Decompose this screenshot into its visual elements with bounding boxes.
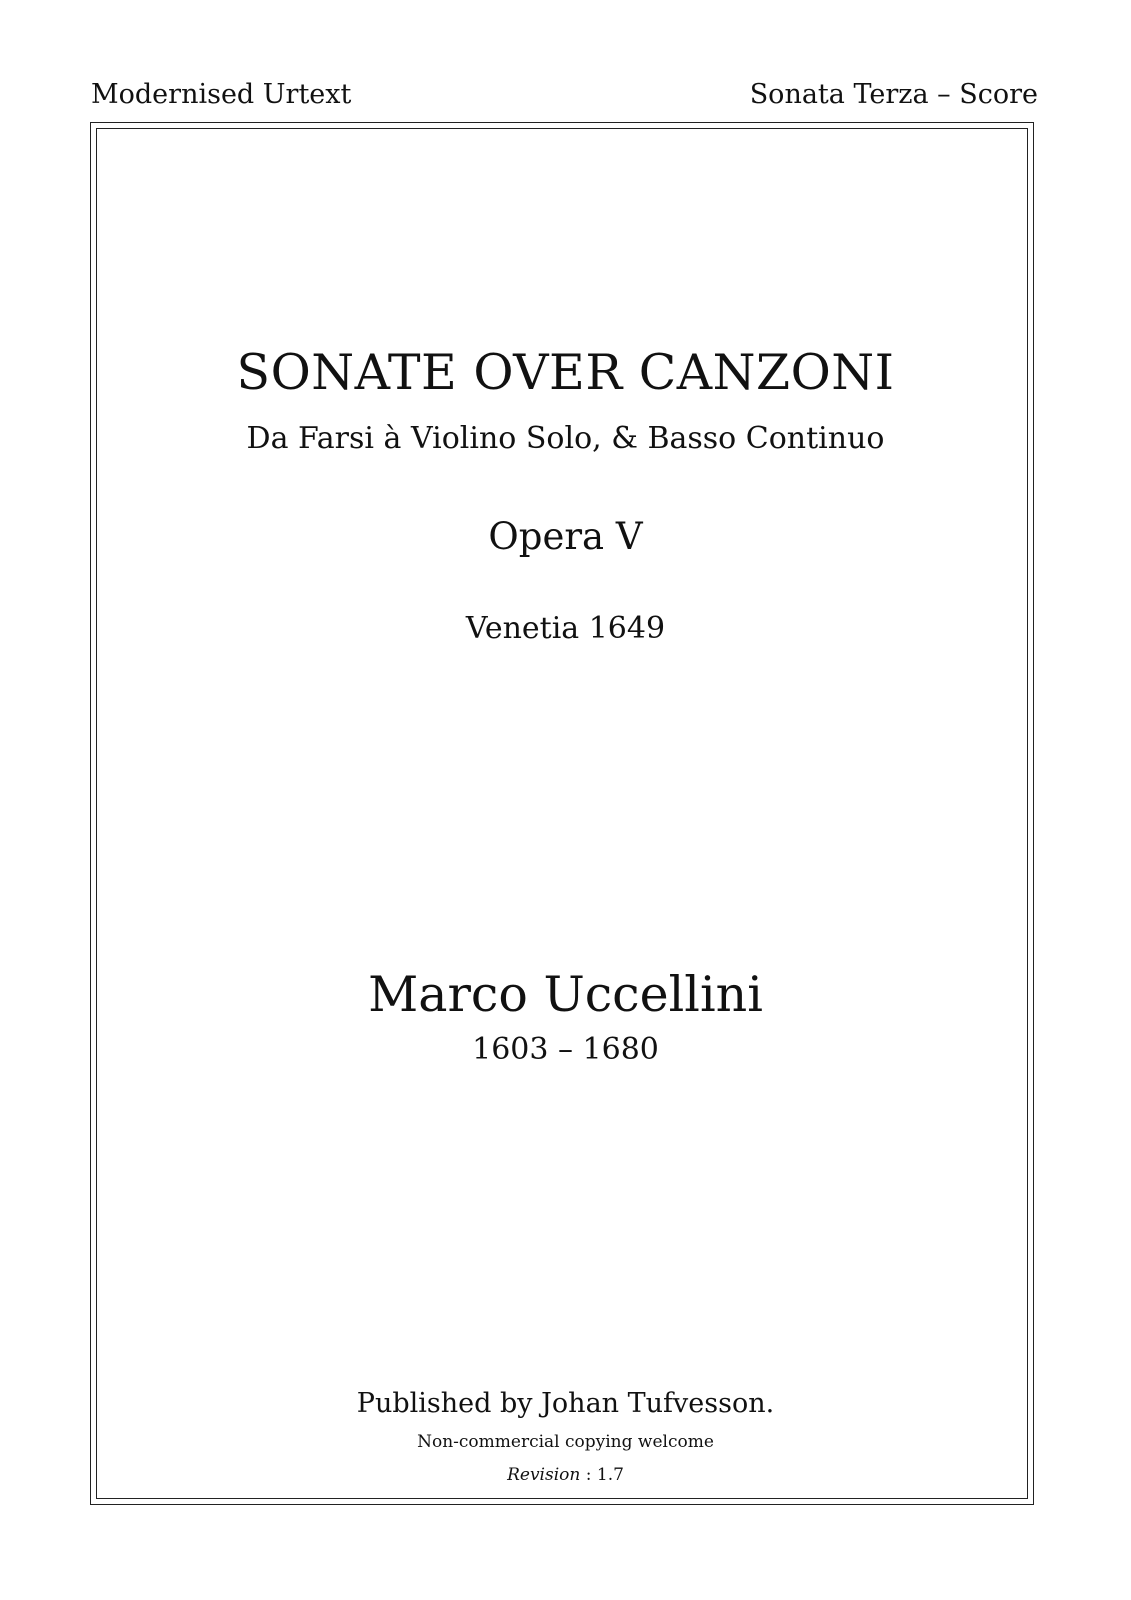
header-left-text: Modernised Urtext	[91, 79, 352, 110]
publication-place-year: Venetia 1649	[465, 611, 666, 646]
revision-separator: :	[580, 1465, 597, 1485]
copying-note: Non-commercial copying welcome	[417, 1432, 714, 1452]
work-title: SONATE OVER CANZONI	[236, 344, 895, 401]
revision-label: Revision	[507, 1465, 581, 1485]
header-right-text: Sonata Terza – Score	[749, 79, 1038, 110]
composer-name: Marco Uccellini	[368, 966, 763, 1023]
revision-value: 1.7	[596, 1465, 624, 1485]
composer-dates: 1603 – 1680	[472, 1032, 659, 1067]
work-subtitle: Da Farsi à Violino Solo, & Basso Continuo	[246, 421, 885, 456]
publisher-line: Published by Johan Tufvesson.	[356, 1388, 775, 1419]
title-page-frame-outer	[90, 122, 1034, 1505]
opus-number: Opera V	[488, 515, 643, 558]
revision-line	[0, 1464, 1131, 1486]
title-page-frame-inner	[96, 128, 1028, 1499]
